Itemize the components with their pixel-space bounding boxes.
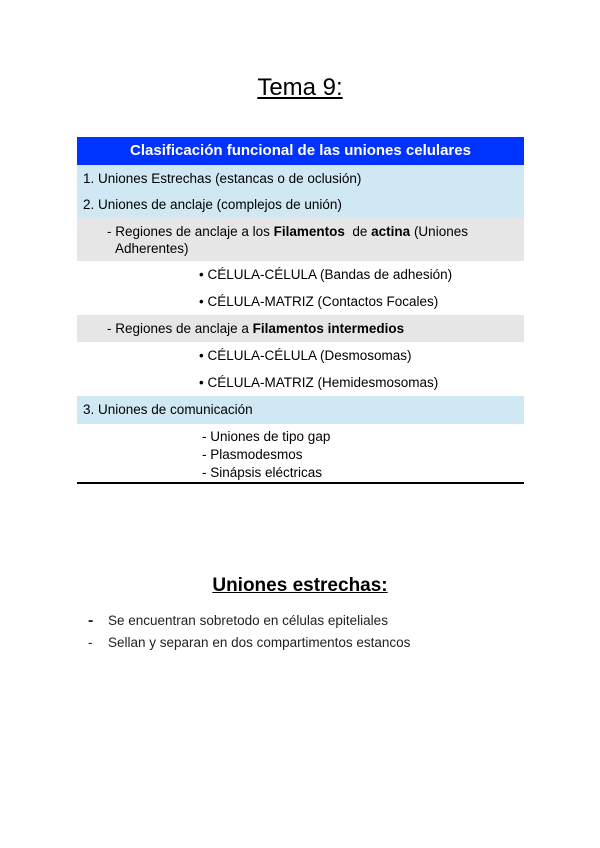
list-item: - Uniones de tipo gap	[202, 429, 331, 444]
list-item: - Sinápsis eléctricas	[202, 465, 323, 480]
bullet-marker: -	[88, 612, 94, 629]
table-row-filamentos-intermedios	[77, 315, 524, 342]
row-text: - Regiones de anclaje a los	[107, 224, 274, 239]
row-bold-text: Filamentos	[273, 224, 345, 239]
page-title: Tema 9:	[257, 74, 343, 101]
list-item: - Plasmodesmos	[202, 447, 303, 462]
row-text: (Uniones	[410, 224, 468, 239]
row-bold-text: actina	[371, 224, 411, 239]
row-text: de	[344, 224, 372, 239]
table-row-bandas-adhesion: • CÉLULA-CÉLULA (Bandas de adhesión)	[77, 261, 524, 288]
bullet-text: Sellan y separan en dos compartimentos estancos	[108, 635, 411, 650]
table-row-uniones-comunicacion: 3. Uniones de comunicación	[77, 396, 524, 424]
section-title: Uniones estrechas:	[212, 575, 388, 596]
table-row-uniones-anclaje: 2. Uniones de anclaje (complejos de unión)	[77, 191, 524, 218]
list-item	[88, 610, 410, 632]
row-continuation: Adherentes)	[115, 241, 189, 256]
table-row-desmosomas: • CÉLULA-CÉLULA (Desmosomas)	[77, 342, 524, 369]
bullet-list	[88, 610, 410, 654]
table-row-comunicacion-tipos	[77, 424, 524, 482]
table-header: Clasificación funcional de las uniones celulares	[77, 137, 524, 165]
table-row-filamentos-actina	[77, 218, 524, 261]
classification-table	[77, 137, 524, 484]
table-row-contactos-focales: • CÉLULA-MATRIZ (Contactos Focales)	[77, 288, 524, 315]
row-bold-text: Filamentos intermedios	[252, 321, 405, 336]
table-row-hemidesmosomas: • CÉLULA-MATRIZ (Hemidesmosomas)	[77, 369, 524, 396]
bullet-text: Se encuentran sobretodo en células epiteliales	[108, 613, 388, 628]
row-text: - Regiones de anclaje a	[107, 321, 253, 336]
table-row-uniones-estrechas: 1. Uniones Estrechas (estancas o de oclusión)	[77, 165, 524, 191]
bullet-marker: -	[88, 635, 93, 650]
list-item	[88, 632, 410, 654]
